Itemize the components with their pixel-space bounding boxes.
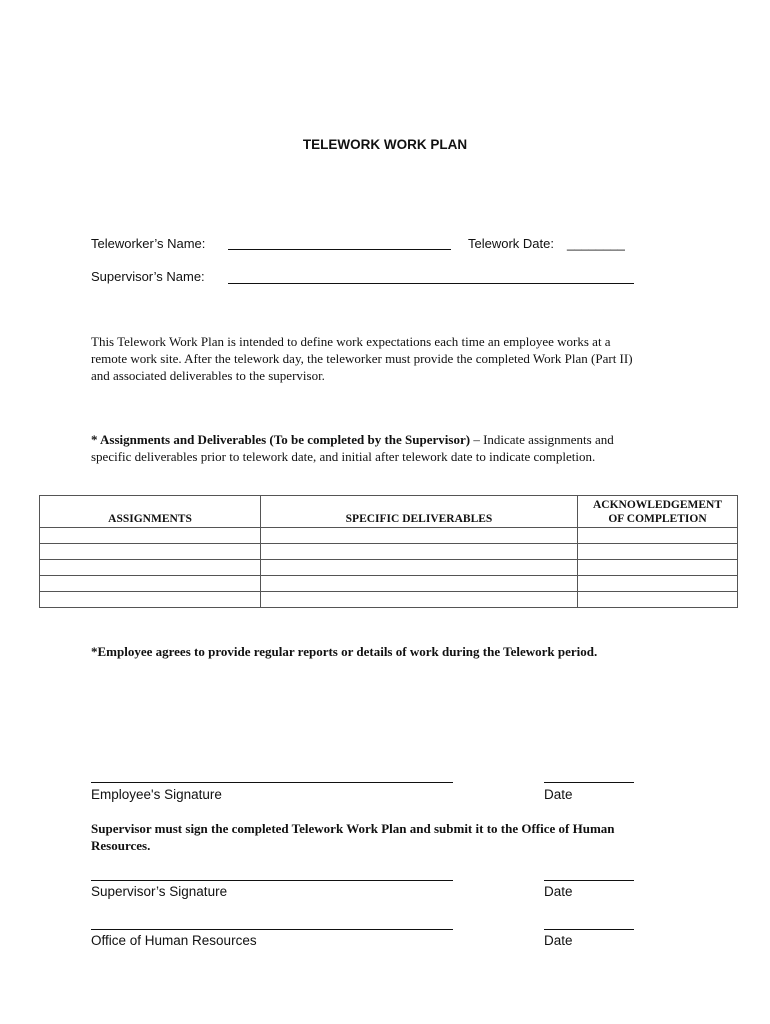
intro-paragraph: [91, 333, 731, 384]
supervisor-date-line[interactable]: [544, 880, 634, 881]
table-row: [40, 528, 738, 544]
assignments-table: [39, 495, 738, 608]
supervisor-date-label: Date: [544, 884, 573, 899]
hr-signature-line[interactable]: [91, 929, 453, 930]
telework-date-label: Telework Date:: [468, 236, 554, 251]
deliverable-cell[interactable]: [261, 528, 578, 544]
instructions-line: [91, 431, 731, 448]
supervisor-signature-label: Supervisor’s Signature: [91, 884, 228, 899]
acknowledgement-cell[interactable]: [578, 528, 738, 544]
table-row: [40, 544, 738, 560]
assignment-cell[interactable]: [40, 560, 261, 576]
assignment-cell[interactable]: [40, 528, 261, 544]
employee-date-label: Date: [544, 787, 573, 802]
acknowledgement-cell[interactable]: [578, 544, 738, 560]
acknowledgement-cell[interactable]: [578, 592, 738, 608]
deliverable-cell[interactable]: [261, 576, 578, 592]
instructions-bold-lead: * Assignments and Deliverables (To be completed by the Supervisor): [91, 432, 471, 447]
column-header-acknowledgement: [578, 496, 738, 528]
table-row: [40, 592, 738, 608]
supervisor-name-label: Supervisor’s Name:: [91, 269, 205, 284]
deliverable-cell[interactable]: [261, 544, 578, 560]
intro-line: remote work site. After the telework day, the teleworker must provide the completed Work Plan (Part II): [91, 351, 633, 366]
teleworker-name-field[interactable]: [228, 249, 451, 250]
table-row: [40, 576, 738, 592]
instructions-rest: – Indicate assignments and: [470, 432, 614, 447]
assignment-cell[interactable]: [40, 592, 261, 608]
assignments-instructions: [91, 431, 731, 465]
employee-signature-label: Employee's Signature: [91, 787, 222, 802]
supervisor-note: [91, 820, 731, 854]
assignment-cell[interactable]: [40, 544, 261, 560]
table-header-row: [40, 496, 738, 528]
hr-date-label: Date: [544, 933, 573, 948]
deliverable-cell[interactable]: [261, 592, 578, 608]
ack-header-line: OF COMPLETION: [608, 513, 707, 525]
column-header-deliverables: SPECIFIC DELIVERABLES: [261, 496, 578, 528]
acknowledgement-cell[interactable]: [578, 576, 738, 592]
page-title: TELEWORK WORK PLAN: [302, 137, 468, 152]
hr-signature-label: Office of Human Resources: [91, 933, 257, 948]
instructions-line: specific deliverables prior to telework date, and initial after telework date to indicate completion.: [91, 449, 596, 464]
supervisor-name-field[interactable]: [228, 283, 634, 284]
telework-date-field[interactable]: ________: [567, 236, 625, 251]
supervisor-note-line: Resources.: [91, 838, 151, 853]
agreement-note: *Employee agrees to provide regular reports or details of work during the Telework period.: [91, 644, 598, 659]
hr-date-line[interactable]: [544, 929, 634, 930]
supervisor-note-line: Supervisor must sign the completed Telework Work Plan and submit it to the Office of Human: [91, 821, 615, 836]
ack-header-line: ACKNOWLEDGEMENT: [592, 499, 723, 511]
employee-date-line[interactable]: [544, 782, 634, 783]
teleworker-name-label: Teleworker’s Name:: [91, 236, 206, 251]
deliverable-cell[interactable]: [261, 560, 578, 576]
intro-line: This Telework Work Plan is intended to define work expectations each time an employee works at a: [91, 334, 611, 349]
acknowledgement-cell[interactable]: [578, 560, 738, 576]
assignment-cell[interactable]: [40, 576, 261, 592]
intro-line: and associated deliverables to the supervisor.: [91, 368, 325, 383]
column-header-assignments: ASSIGNMENTS: [40, 496, 261, 528]
supervisor-signature-line[interactable]: [91, 880, 453, 881]
table-row: [40, 560, 738, 576]
employee-signature-line[interactable]: [91, 782, 453, 783]
